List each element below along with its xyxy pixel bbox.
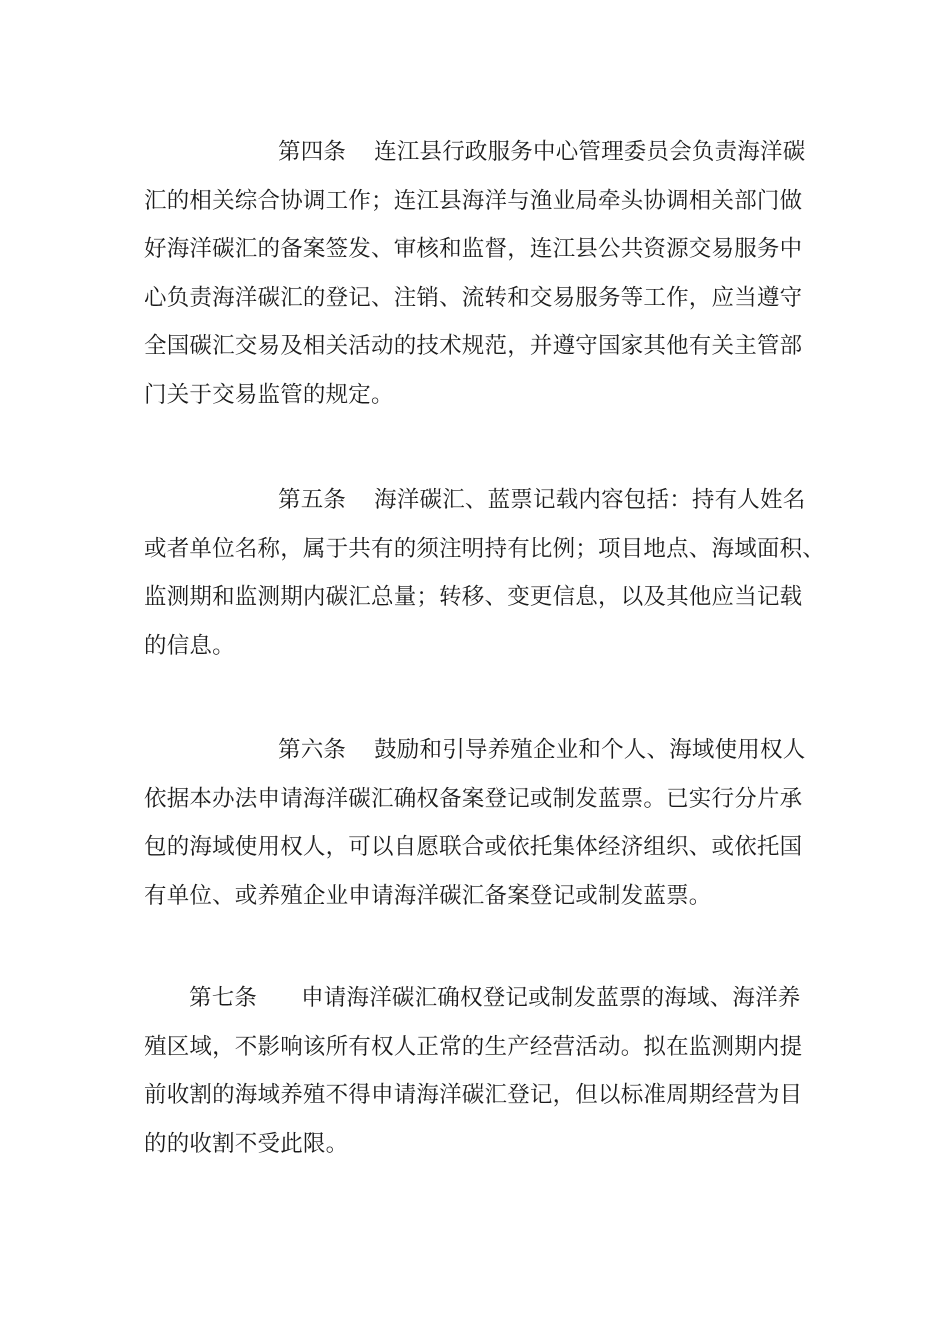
article-heading: 第四条 bbox=[278, 139, 347, 165]
article-line: 好海洋碳汇的备案签发、审核和监督，连江县公共资源交易服务中 bbox=[144, 236, 803, 262]
article-text: 连江县行政服务中心管理委员会负责海洋碳 bbox=[374, 139, 806, 165]
article-heading: 第七条 bbox=[189, 985, 258, 1011]
article-line: 或者单位名称，属于共有的须注明持有比例；项目地点、海域面积、 bbox=[144, 535, 826, 562]
article-line: 汇的相关综合协调工作；连江县海洋与渔业局牵头协调相关部门做 bbox=[144, 187, 803, 214]
article-heading: 第六条 bbox=[278, 737, 347, 763]
article-text: 申请海洋碳汇确权登记或制发蓝票的海域、海洋养 bbox=[301, 985, 801, 1011]
article-line: 门关于交易监管的规定。 bbox=[144, 381, 394, 408]
article-heading: 第五条 bbox=[278, 487, 347, 513]
article-first-line bbox=[144, 726, 844, 775]
article-line: 的信息。 bbox=[144, 632, 235, 659]
article-line: 依据本办法申请海洋碳汇确权备案登记或制发蓝票。已实行分片承 bbox=[144, 785, 803, 812]
article-first-line bbox=[144, 476, 844, 525]
article-line: 心负责海洋碳汇的登记、注销、流转和交易服务等工作，应当遵守 bbox=[144, 284, 803, 311]
article-line: 的的收割不受此限。 bbox=[144, 1130, 349, 1157]
article-line: 包的海域使用权人，可以自愿联合或依托集体经济组织、或依托国 bbox=[144, 834, 803, 860]
article-line: 前收割的海域养殖不得申请海洋碳汇登记，但以标准周期经营为目 bbox=[144, 1082, 803, 1108]
article-4 bbox=[144, 128, 844, 419]
article-text: 海洋碳汇、蓝票记载内容包括：持有人姓名 bbox=[374, 487, 806, 513]
article-line: 殖区域，不影响该所有权人正常的生产经营活动。拟在监测期内提 bbox=[144, 1033, 803, 1060]
article-7 bbox=[144, 974, 844, 1168]
article-first-line bbox=[144, 128, 844, 177]
article-text: 鼓励和引导养殖企业和个人、海域使用权人 bbox=[374, 737, 806, 763]
article-line: 全国碳汇交易及相关活动的技术规范，并遵守国家其他有关主管部 bbox=[144, 333, 803, 359]
article-line: 监测期和监测期内碳汇总量；转移、变更信息，以及其他应当记载 bbox=[144, 584, 803, 610]
article-5 bbox=[144, 476, 844, 670]
article-line: 有单位、或养殖企业申请海洋碳汇备案登记或制发蓝票。 bbox=[144, 882, 712, 909]
article-first-line bbox=[144, 974, 844, 1023]
article-6 bbox=[144, 726, 844, 920]
